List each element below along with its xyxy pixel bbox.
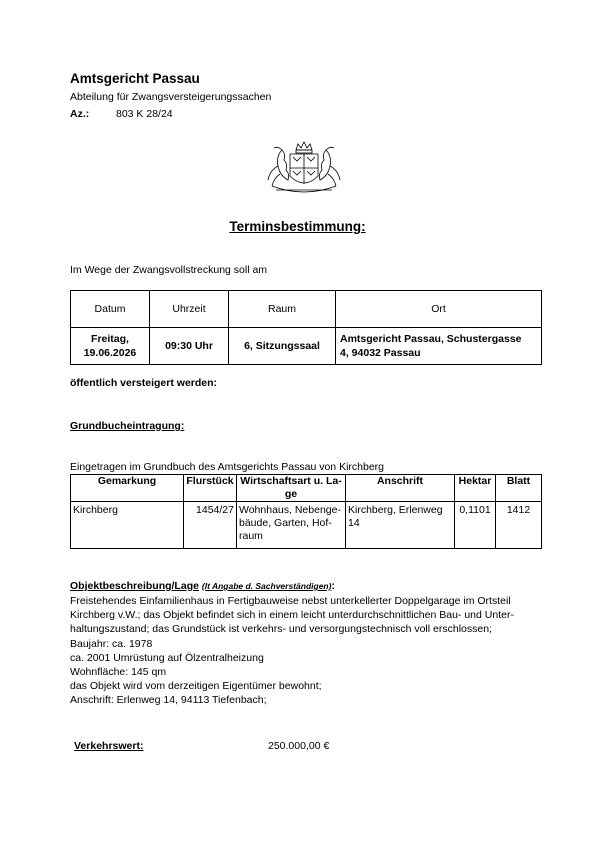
market-value-label: Verkehrswert:	[74, 740, 144, 752]
land-register-table	[70, 474, 542, 549]
col-header-wirtschaftsart-line1: Wirtschaftsart u. La-	[240, 475, 342, 487]
schedule-date-value: 19.06.2026	[83, 347, 137, 359]
cell-blatt: 1412	[496, 502, 542, 549]
object-line: Anschrift: Erlenweg 14, 94113 Tiefenbach;	[70, 694, 267, 707]
cell-wirtschaftsart-line1: Wohnhaus, Nebenge-	[239, 504, 341, 516]
col-header-hektar: Hektar	[455, 475, 496, 502]
col-header-time: Uhrzeit	[150, 291, 229, 328]
object-description-body	[70, 594, 545, 708]
col-header-blatt: Blatt	[496, 475, 542, 502]
cell-anschrift-line1: Kirchberg, Erlenweg	[348, 504, 443, 516]
schedule-place-line1: Amtsgericht Passau, Schustergasse	[340, 333, 522, 345]
land-register-heading: Grundbucheintragung:	[70, 420, 185, 432]
cell-hektar: 0,1101	[455, 502, 496, 549]
document-heading: Terminsbestimmung:	[229, 219, 366, 234]
cell-gemarkung: Kirchberg	[71, 502, 184, 549]
court-name: Amtsgericht Passau	[70, 71, 200, 86]
schedule-room: 6, Sitzungssaal	[229, 328, 336, 365]
object-heading-colon: :	[331, 580, 335, 592]
cell-wirtschaftsart-line3: raum	[239, 530, 263, 542]
cell-wirtschaftsart	[237, 502, 346, 549]
object-line: Wohnfläche: 145 qm	[70, 666, 167, 679]
cell-anschrift	[346, 502, 455, 549]
case-number	[70, 108, 173, 120]
cell-wirtschaftsart-line2: bäude, Garten, Hof-	[239, 517, 332, 529]
land-register-header-row	[71, 475, 542, 502]
object-line: ca. 2001 Umrüstung auf Ölzentralheizung	[70, 651, 264, 664]
cell-anschrift-line2: 14	[348, 517, 360, 529]
department-name: Abteilung für Zwangsversteigerungssachen	[70, 91, 272, 103]
col-header-wirtschaftsart	[237, 475, 346, 502]
case-number-value: 803 K 28/24	[116, 108, 173, 120]
col-header-place: Ort	[336, 291, 542, 328]
schedule-date-weekday: Freitag,	[91, 333, 129, 345]
object-heading-text: Objektbeschreibung/Lage	[70, 580, 199, 592]
schedule-place	[336, 328, 542, 365]
object-line: das Objekt wird vom derzeitigen Eigentümer bewohnt;	[70, 680, 322, 693]
land-register-intro: Eingetragen im Grundbuch des Amtsgerichts Passau von Kirchberg	[70, 461, 385, 473]
col-header-gemarkung: Gemarkung	[71, 475, 184, 502]
object-heading-note: (lt Angabe d. Sachverständigen)	[201, 581, 332, 591]
object-description-heading	[70, 580, 335, 592]
market-value-amount: 250.000,00 €	[268, 740, 330, 752]
object-line: Kirchberg v.W.; das Objekt befindet sich in einem leicht unterdurchschnittlichen Bau- und Unter-	[70, 609, 514, 622]
col-header-flurstueck: Flurstück	[184, 475, 237, 502]
schedule-place-line2: 4, 94032 Passau	[340, 347, 421, 359]
col-header-wirtschaftsart-line2: ge	[284, 488, 298, 500]
bavarian-coat-of-arms-icon	[258, 140, 350, 198]
schedule-date	[71, 328, 150, 365]
auction-statement: öffentlich versteigert werden:	[70, 377, 218, 389]
schedule-time: 09:30 Uhr	[150, 328, 229, 365]
object-line: Freistehendes Einfamilienhaus in Fertigbauweise nebst unterkellerter Doppelgarage im Ortsteil	[70, 595, 511, 607]
cell-flurstueck: 1454/27	[184, 502, 237, 549]
col-header-room: Raum	[229, 291, 336, 328]
col-header-anschrift: Anschrift	[346, 475, 455, 502]
case-number-label: Az.:	[70, 108, 90, 120]
object-line: haltungszustand; das Grundstück ist verkehrs- und versorgungstechnisch voll erschlossen;	[70, 623, 492, 636]
col-header-date: Datum	[71, 291, 150, 328]
land-register-row	[71, 502, 542, 549]
object-line: Baujahr: ca. 1978	[70, 637, 153, 650]
auction-schedule-table	[70, 290, 542, 365]
schedule-row	[71, 328, 542, 365]
schedule-header-row	[71, 291, 542, 328]
intro-text: Im Wege der Zwangsvollstreckung soll am	[70, 264, 268, 276]
